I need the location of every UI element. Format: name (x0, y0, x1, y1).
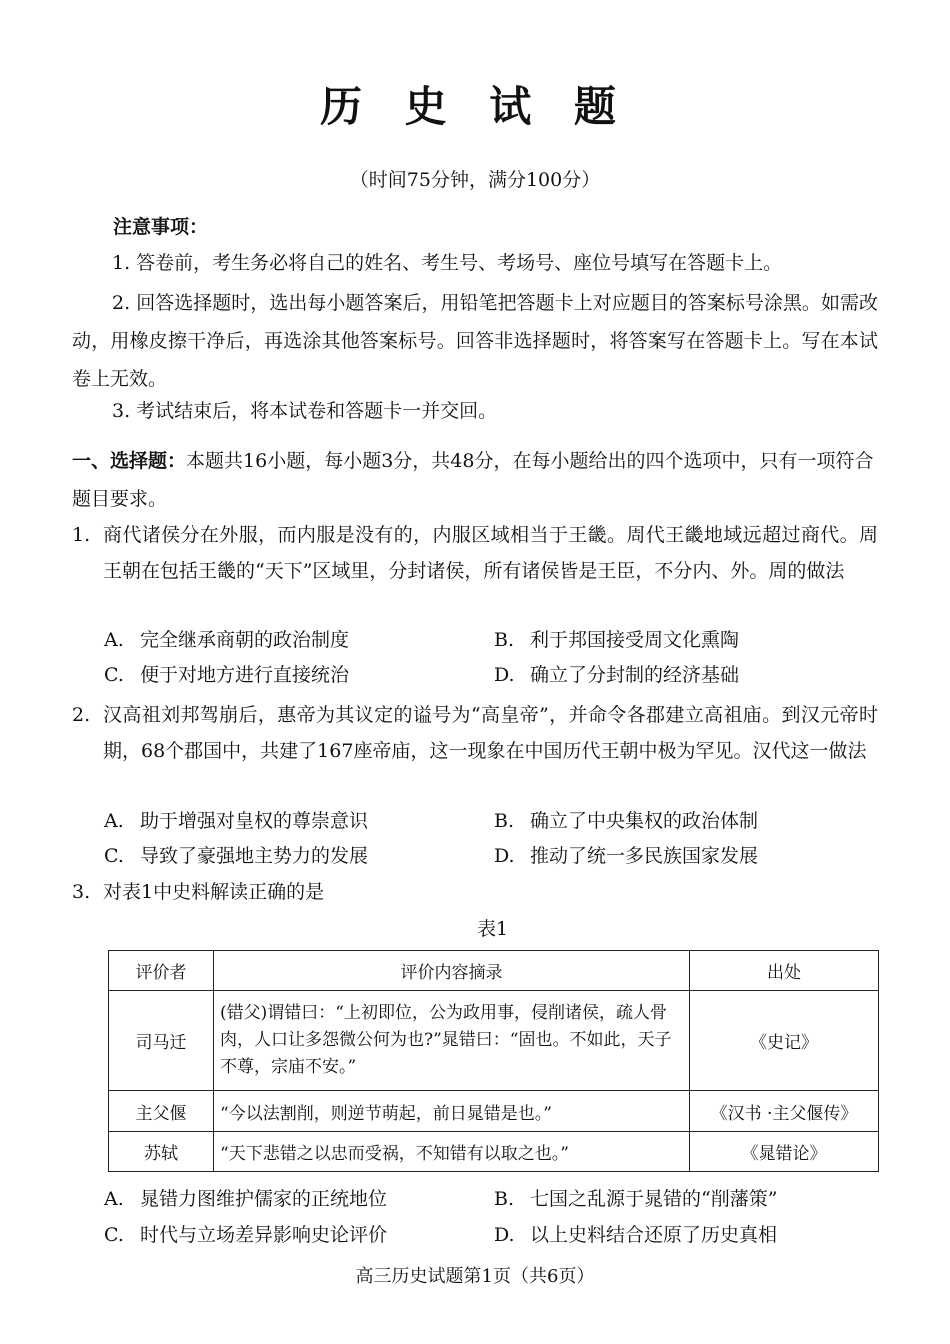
q1-option-d: D. 确立了分封制的经济基础 (494, 664, 740, 686)
page-footer: 高三历史试题第1页（共6页） (355, 1266, 595, 1287)
header-cell: 评价者 (109, 951, 214, 991)
content-cell: “天下悲错之以忠而受祸，不知错有以取之也。” (214, 1132, 690, 1172)
question-stem: 对表1中史料解读正确的是 (103, 881, 325, 903)
q1-option-b: B. 利于邦国接受周文化熏陶 (494, 629, 740, 651)
source-cell: 《史记》 (690, 991, 879, 1091)
evaluator-cell: 苏轼 (109, 1132, 214, 1172)
question-1 (72, 517, 878, 589)
source-cell: 《晁错论》 (690, 1132, 879, 1172)
section-description: 本题共16小题，每小题3分，共48分，在每小题给出的四个选项中，只有一项符合题目要求。 (72, 450, 874, 510)
notice-heading: 注意事项： (113, 216, 209, 238)
page-title: 历 史 试 题 (320, 82, 630, 131)
notice-item-2: 2. 回答选择题时，选出每小题答案后，用铅笔把答题卡上对应题目的答案标号涂黑。如需改动，用橡皮擦干净后，再选涂其他答案标号。回答非选择题时，将答案写在答题卡上。写在本试卷上无效。 (72, 292, 878, 390)
table-caption: 表1 (476, 918, 509, 940)
q1-option-a: A. 完全继承商朝的政治制度 (104, 629, 350, 651)
q2-option-b: B. 确立了中央集权的政治体制 (494, 810, 759, 832)
q2-option-d: D. 推动了统一多民族国家发展 (494, 845, 759, 867)
q3-option-a: A. 晁错力图维护儒家的正统地位 (104, 1188, 388, 1210)
source-cell: 《汉书 ·主父偃传》 (690, 1091, 879, 1132)
notice-item-3: 3. 考试结束后，将本试卷和答题卡一并交回。 (112, 400, 498, 422)
table-row (109, 1132, 879, 1172)
question-3 (72, 874, 878, 910)
q3-option-b: B. 七国之乱源于晁错的“削藩策” (494, 1188, 778, 1210)
evaluator-cell: 司马迁 (109, 991, 214, 1091)
question-number: 1. (72, 524, 91, 546)
q3-option-d: D. 以上史料结合还原了历史真相 (494, 1224, 778, 1246)
section-label: 一、选择题： (72, 450, 187, 472)
header-cell: 出处 (690, 951, 879, 991)
question-2 (72, 697, 878, 769)
section-heading (72, 442, 878, 518)
source-table (108, 950, 879, 1172)
table-row (109, 1091, 879, 1132)
header-cell: 评价内容摘录 (214, 951, 690, 991)
content-cell: “今以法割削，则逆节萌起，前日晁错是也。” (214, 1091, 690, 1132)
exam-duration: （时间75分钟，满分100分） (349, 169, 601, 191)
table-header-row (109, 951, 879, 991)
q2-option-a: A. 助于增强对皇权的尊崇意识 (104, 810, 369, 832)
notice-item-1: 1. 答卷前，考生务必将自己的姓名、考生号、考场号、座位号填写在答题卡上。 (112, 252, 783, 274)
table-row (109, 991, 879, 1091)
question-stem: 汉高祖刘邦驾崩后，惠帝为其议定的谥号为“高皇帝”，并命令各郡建立高祖庙。到汉元帝时期，68个郡国中，共建了167座帝庙，这一现象在中国历代王朝中极为罕见。汉代这一做法 (103, 704, 878, 762)
content-cell: (错父)谓错曰：“上初即位，公为政用事，侵削诸侯，疏人骨肉，人口让多怨微公何为也?”晁错曰：“固也。不如此，天子不尊，宗庙不安。” (214, 991, 690, 1091)
question-stem: 商代诸侯分在外服，而内服是没有的，内服区域相当于王畿。周代王畿地域远超过商代。周王朝在包括王畿的“天下”区域里，分封诸侯，所有诸侯皆是王臣，不分内、外。周的做法 (103, 524, 878, 582)
question-number: 3. (72, 881, 91, 903)
evaluator-cell: 主父偃 (109, 1091, 214, 1132)
q2-option-c: C. 导致了豪强地主势力的发展 (104, 845, 369, 867)
question-number: 2. (72, 704, 91, 726)
q1-option-c: C. 便于对地方进行直接统治 (104, 664, 350, 686)
q3-option-c: C. 时代与立场差异影响史论评价 (104, 1224, 388, 1246)
